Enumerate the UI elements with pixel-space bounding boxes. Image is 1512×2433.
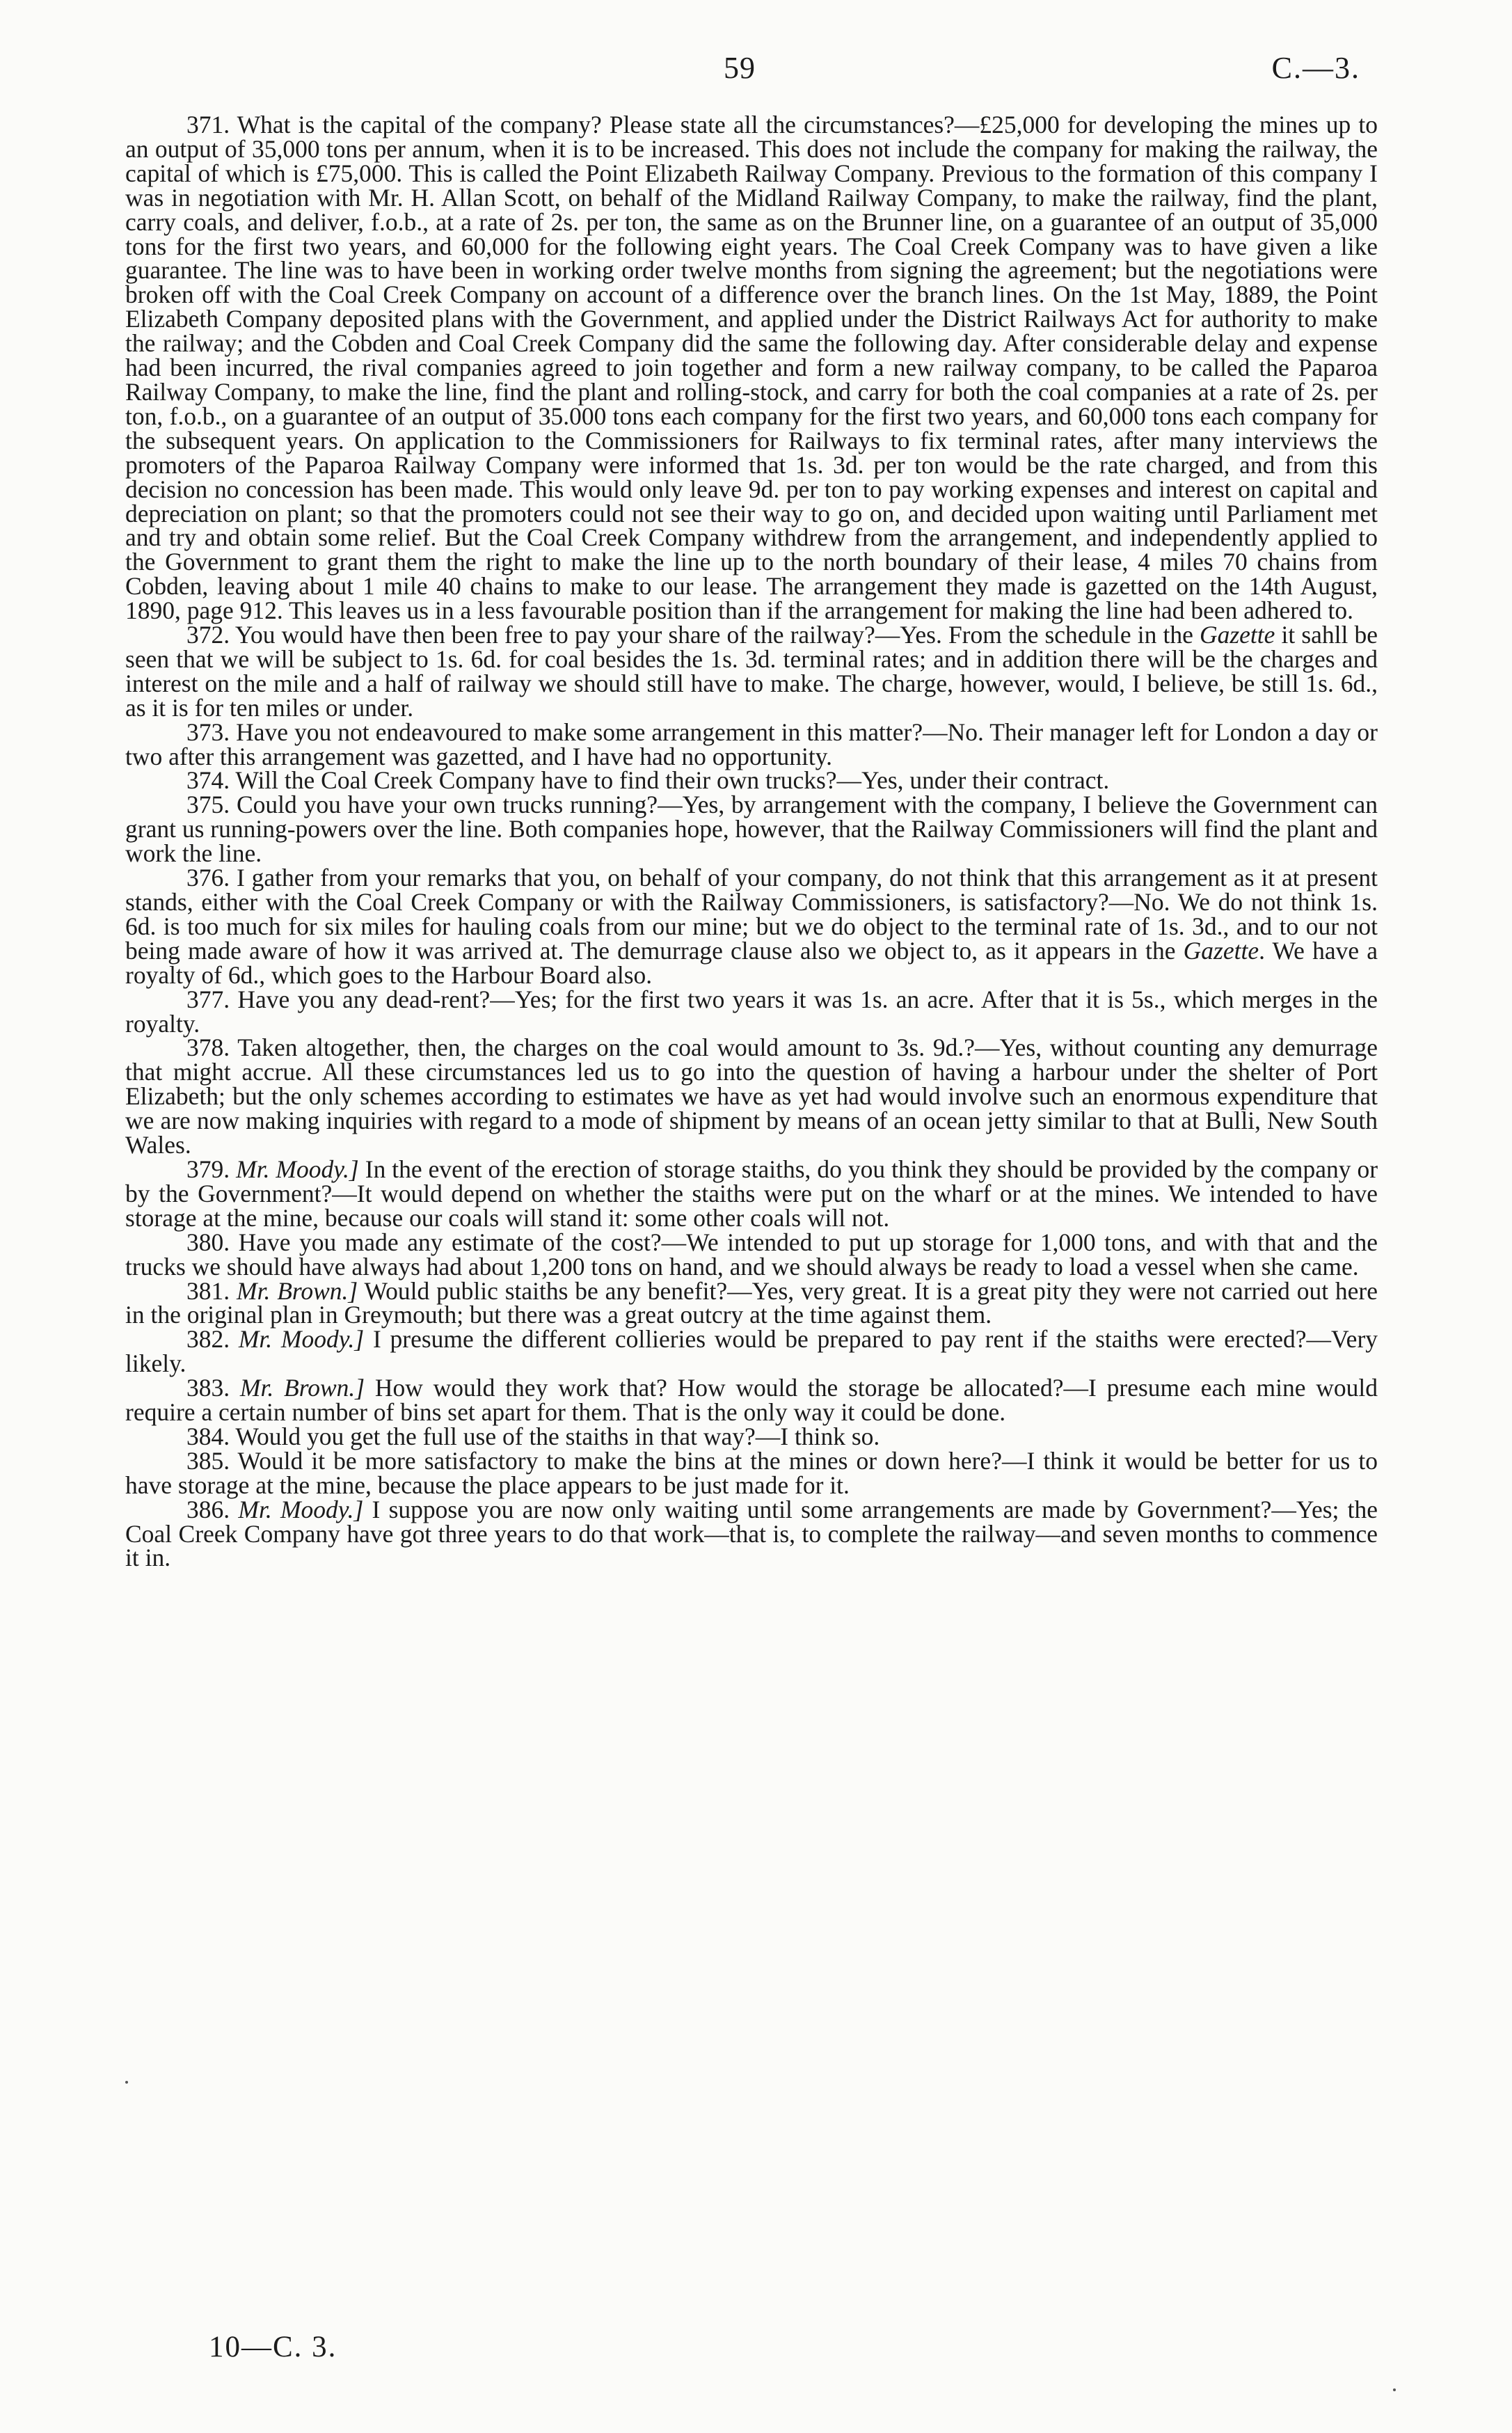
italic-reference: Gazette bbox=[1199, 621, 1275, 649]
paragraph-text: Have you made any estimate of the cost?—We intended to put up storage for 1,000 tons, and with that and the trucks we should have always had about 1,200 tons on hand, and we should always be ready to load a vessel when she came. bbox=[125, 1228, 1378, 1281]
paragraph-text: Would public staiths be any benefit?—Yes, very great. It is a great pity they were not carried out here in the original plan in Greymouth; but there was a great outcry at the time against them. bbox=[125, 1276, 1378, 1329]
question-number: 374. bbox=[186, 766, 230, 795]
question-number: 379. bbox=[186, 1155, 230, 1183]
paragraph-text: What is the capital of the company? Please state all the circumstances?—£25,000 for developing the mines up to an output of 35,000 tons per annum, when it is to be increased. This does not include the company for making the railway, the capital of which is £75,000. This is called the Point Elizabeth Railway Company. Previous to the formation of this company I was in negotiation with Mr. H. Allan Scott, on behalf of the Midland Railway Company, to make the railway, find the plant, carry coals, and deliver, f.o.b., at a rate of 2s. per ton, the same as on the Brunner line, on a guarantee of an output of 35,000 tons for the first two years, and 60,000 for the following eight years. The Coal Creek Company was to have given a like guarantee. The line was to have been in working order twelve months from signing the agreement; but the negotiations were broken off with the Coal Creek Company on account of a difference over the branch lines. On the 1st May, 1889, the Point Elizabeth Company deposited plans with the Government, and applied under the District Railways Act for authority to make the railway; and the Cobden and Coal Creek Company did the same the following day. After considerable delay and expense had been incurred, the rival companies agreed to join together and form a new railway company, to be called the Paparoa Railway Company, to make the line, find the plant and rolling-stock, and carry for both the coal companies at a rate of 2s. per ton, f.o.b., on a guarantee of an output of 35.000 tons each company for the first two years, and 60,000 tons each company for the subsequent years. On application to the Commissioners for Railways to fix terminal rates, after many interviews the promoters of the Paparoa Railway Company were informed that 1s. 3d. per ton would be the rate charged, and from this decision no concession has been made. This would only leave 9d. per ton to pay working expenses and interest on capital and depreciation on plant; so that the promoters could not see their way to go on, and decided upon waiting until Parliament met and try and obtain some relief. But the Coal Creek Company withdrew from the arrangement, and independently applied to the Government to grant them the right to make the line up to the north boundary of their lease, 4 miles 70 chains from Cobden, leaving about 1 mile 40 chains to make to our lease. The arrangement they made is gazetted on the 14th August, 1890, page 912. This leaves us in a less favourable position than if the arrangement for making the line had been adhered to. bbox=[125, 111, 1378, 625]
italic-reference: Gazette bbox=[1183, 936, 1259, 965]
paragraph-text: I suppose you are now only waiting until some arrangements are made by Government?—Yes; the Coal Creek Company have got three years to do that work—that is, to complete the railway—and seven months to commence it in. bbox=[125, 1495, 1378, 1572]
question-paragraph bbox=[125, 985, 1378, 1038]
series-reference: C.—3. bbox=[1271, 51, 1360, 85]
question-number: 385. bbox=[186, 1446, 230, 1475]
paragraph-text: Could you have your own trucks running?—Yes, by arrangement with the company, I believe the Government can grant us running-powers over the line. Both companies hope, however, that the Railway Commissioners will find the plant and work the line. bbox=[125, 791, 1378, 868]
question-number: 377. bbox=[186, 985, 230, 1013]
stray-mark bbox=[1393, 2388, 1396, 2391]
paragraph-text: . We have a royalty of 6d., which goes to the Harbour Board also. bbox=[125, 936, 1378, 989]
paragraph-text: Have you any dead-rent?—Yes; for the first two years it was 1s. an acre. After that it is 5s., which merges in the royalty. bbox=[125, 985, 1378, 1038]
question-number: 375. bbox=[186, 791, 230, 819]
question-paragraph bbox=[125, 1422, 1378, 1450]
stray-mark bbox=[125, 2081, 128, 2084]
question-number: 373. bbox=[186, 718, 230, 746]
paragraph-text: I presume the different collieries would be prepared to pay rent if the staiths were erected?—Very likely. bbox=[125, 1325, 1378, 1378]
page-number: 59 bbox=[724, 51, 756, 85]
question-paragraph bbox=[125, 1495, 1378, 1572]
question-number: 386. bbox=[186, 1495, 230, 1523]
question-paragraph bbox=[125, 1327, 1378, 1376]
question-paragraph bbox=[125, 720, 1378, 769]
question-number: 381. bbox=[186, 1276, 230, 1305]
paragraph-text: How would they work that? How would the storage be allocated?—I presume each mine would require a certain number of bins set apart for them. That is the only way it could be done. bbox=[125, 1374, 1378, 1427]
speaker-name: Mr. Moody.] bbox=[236, 1155, 359, 1183]
question-number: 376. bbox=[186, 864, 230, 892]
question-paragraph bbox=[125, 113, 1378, 623]
question-number: 371. bbox=[186, 111, 230, 138]
paragraph-text: Will the Coal Creek Company have to find their own trucks?—Yes, under their contract. bbox=[235, 766, 1110, 795]
paragraph-text: it sahll be seen that we will be subject to 1s. 6d. for coal besides the 1s. 3d. terminal rates; and in addition there will be the charges and interest on the mile and a half of railway we should still have to make. The charge, however, would, I believe, be still 1s. 6d., as it is for ten miles or under. bbox=[125, 621, 1378, 722]
question-paragraph bbox=[125, 793, 1378, 866]
question-paragraph bbox=[125, 1230, 1378, 1279]
paragraph-text: Taken altogether, then, the charges on the coal would amount to 3s. 9d.?—Yes, without counting any demurrage that might accrue. All these circumstances led us to go into the question of having a harbour under the shelter of Port Elizabeth; but the only schemes according to estimates we have as yet had would involve such an enormous expenditure that we are now making inquiries with regard to a mode of shipment by means of an ocean jetty similar to that at Bulli, New South Wales. bbox=[125, 1033, 1378, 1159]
question-number: 382. bbox=[186, 1325, 230, 1354]
question-paragraph bbox=[125, 1446, 1378, 1499]
paragraph-text: Would you get the full use of the staiths in that way?—I think so. bbox=[235, 1422, 880, 1450]
question-paragraph bbox=[125, 623, 1378, 720]
question-number: 384. bbox=[186, 1422, 230, 1450]
question-number: 378. bbox=[186, 1033, 230, 1062]
question-number: 380. bbox=[186, 1228, 230, 1256]
speaker-name: Mr. Brown.] bbox=[239, 1374, 365, 1402]
testimony-body bbox=[125, 113, 1378, 1570]
question-paragraph bbox=[125, 866, 1378, 988]
question-paragraph bbox=[125, 768, 1378, 793]
question-paragraph bbox=[125, 1157, 1378, 1230]
paragraph-text: I gather from your remarks that you, on behalf of your company, do not think that this arrangement as it at present stands, either with the Coal Creek Company or with the Railway Commissioners, is satisfactory?—No. We do not think 1s. 6d. is too much for six miles for hauling coals from our mine; but we do object to the terminal rate of 1s. 3d., and to our not being made aware of how it was arrived at. The demurrage clause also we object to, as it appears in the bbox=[125, 864, 1378, 965]
speaker-name: Mr. Moody.] bbox=[238, 1325, 365, 1354]
question-number: 383. bbox=[186, 1374, 230, 1402]
sheet-signature: 10—C. 3. bbox=[209, 2331, 337, 2363]
paragraph-text: In the event of the erection of storage staiths, do you think they should be provided by the company or by the Government?—It would depend on whether the staiths were put on the wharf or at the mines. We intended to have storage at the mine, because our coals will stand it: some other coals will not. bbox=[125, 1155, 1378, 1232]
question-paragraph bbox=[125, 1033, 1378, 1159]
question-paragraph bbox=[125, 1376, 1378, 1425]
paragraph-text: Have you not endeavoured to make some arrangement in this matter?—No. Their manager left for London a day or two after this arrangement was gazetted, and I have had no opportunity. bbox=[125, 718, 1378, 770]
question-number: 372. bbox=[186, 621, 230, 649]
paragraph-text: You would have then been free to pay your share of the railway?—Yes. From the schedule in the bbox=[234, 621, 1200, 649]
speaker-name: Mr. Brown.] bbox=[237, 1276, 358, 1305]
paragraph-text: Would it be more satisfactory to make the bins at the mines or down here?—I think it would be better for us to have storage at the mine, because the place appears to be just made for it. bbox=[125, 1446, 1378, 1499]
question-paragraph bbox=[125, 1276, 1378, 1329]
speaker-name: Mr. Moody.] bbox=[238, 1495, 364, 1523]
